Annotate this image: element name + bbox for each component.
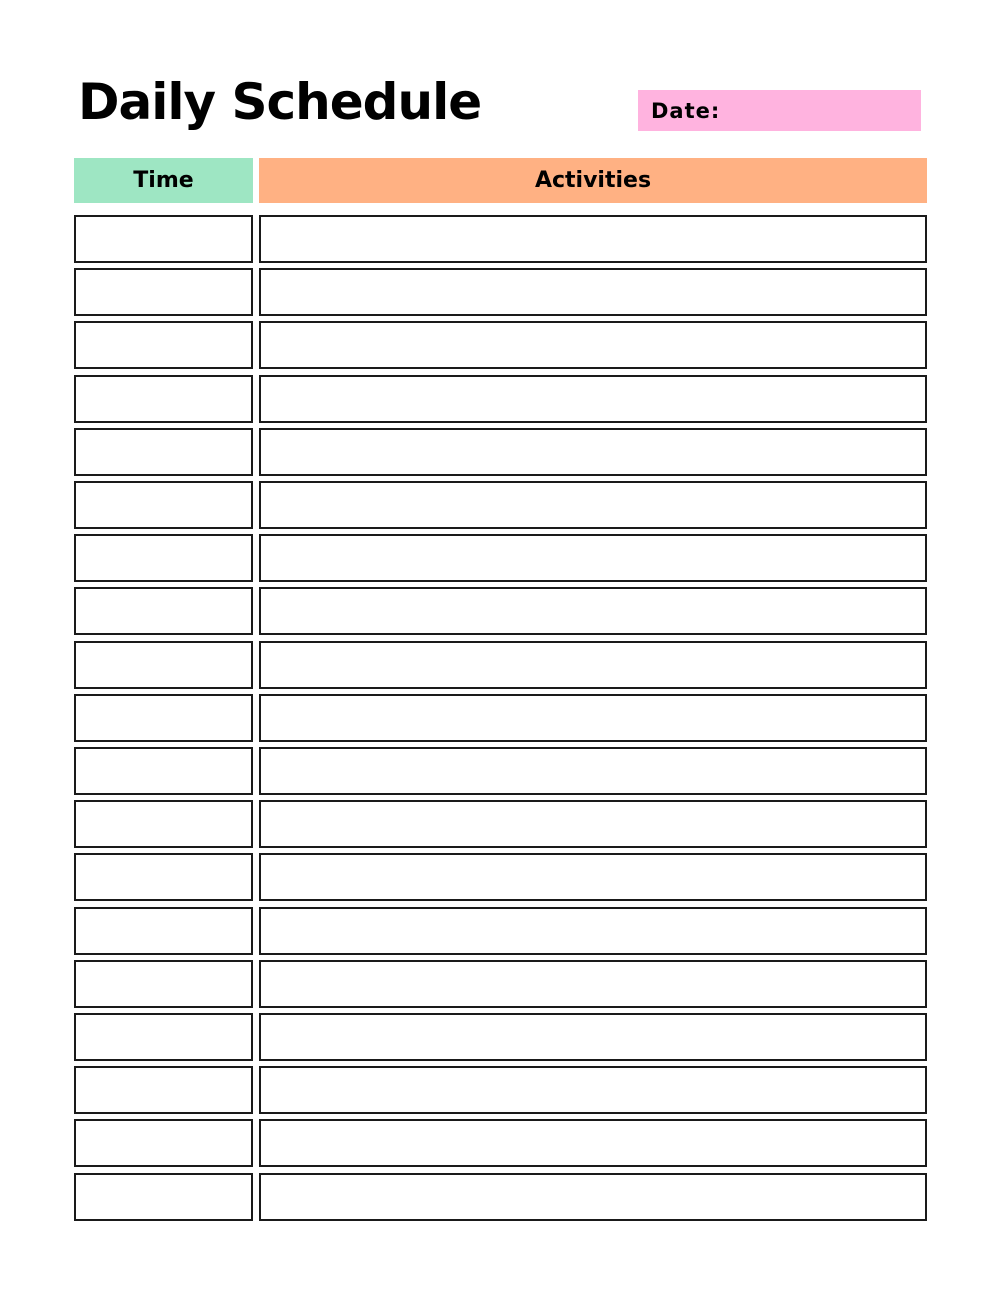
activity-cell[interactable]: [259, 641, 927, 689]
activity-cell[interactable]: [259, 375, 927, 423]
time-cell[interactable]: [74, 1013, 253, 1061]
schedule-row: [0, 375, 1000, 423]
activity-cell[interactable]: [259, 747, 927, 795]
time-cell[interactable]: [74, 534, 253, 582]
page-title: Daily Schedule: [78, 73, 482, 131]
time-cell[interactable]: [74, 268, 253, 316]
schedule-row: [0, 268, 1000, 316]
activity-cell[interactable]: [259, 481, 927, 529]
time-cell[interactable]: [74, 215, 253, 263]
schedule-row: [0, 641, 1000, 689]
activity-cell[interactable]: [259, 853, 927, 901]
activity-cell[interactable]: [259, 1013, 927, 1061]
time-cell[interactable]: [74, 853, 253, 901]
activity-cell[interactable]: [259, 534, 927, 582]
activity-cell[interactable]: [259, 587, 927, 635]
schedule-row: [0, 481, 1000, 529]
activities-column-header: Activities: [259, 158, 927, 203]
activity-cell[interactable]: [259, 694, 927, 742]
time-cell[interactable]: [74, 694, 253, 742]
activity-cell[interactable]: [259, 907, 927, 955]
time-cell[interactable]: [74, 641, 253, 689]
schedule-row: [0, 960, 1000, 1008]
activity-cell[interactable]: [259, 1173, 927, 1221]
time-cell[interactable]: [74, 481, 253, 529]
schedule-row: [0, 428, 1000, 476]
schedule-row: [0, 321, 1000, 369]
activity-cell[interactable]: [259, 268, 927, 316]
time-cell[interactable]: [74, 800, 253, 848]
activity-cell[interactable]: [259, 428, 927, 476]
schedule-row: [0, 800, 1000, 848]
schedule-row: [0, 1119, 1000, 1167]
time-column-header: Time: [74, 158, 253, 203]
schedule-row: [0, 1013, 1000, 1061]
activity-cell[interactable]: [259, 321, 927, 369]
schedule-row: [0, 1173, 1000, 1221]
activity-cell[interactable]: [259, 215, 927, 263]
time-cell[interactable]: [74, 428, 253, 476]
activity-cell[interactable]: [259, 960, 927, 1008]
schedule-row: [0, 907, 1000, 955]
schedule-row: [0, 747, 1000, 795]
activity-cell[interactable]: [259, 1066, 927, 1114]
time-cell[interactable]: [74, 1119, 253, 1167]
time-cell[interactable]: [74, 1173, 253, 1221]
schedule-row: [0, 1066, 1000, 1114]
time-cell[interactable]: [74, 960, 253, 1008]
time-cell[interactable]: [74, 321, 253, 369]
schedule-row: [0, 694, 1000, 742]
schedule-row: [0, 587, 1000, 635]
activity-cell[interactable]: [259, 1119, 927, 1167]
time-cell[interactable]: [74, 747, 253, 795]
schedule-row: [0, 853, 1000, 901]
time-cell[interactable]: [74, 907, 253, 955]
activity-cell[interactable]: [259, 800, 927, 848]
schedule-row: [0, 534, 1000, 582]
date-label: Date:: [651, 98, 721, 123]
time-cell[interactable]: [74, 375, 253, 423]
schedule-row: [0, 215, 1000, 263]
time-cell[interactable]: [74, 1066, 253, 1114]
time-cell[interactable]: [74, 587, 253, 635]
